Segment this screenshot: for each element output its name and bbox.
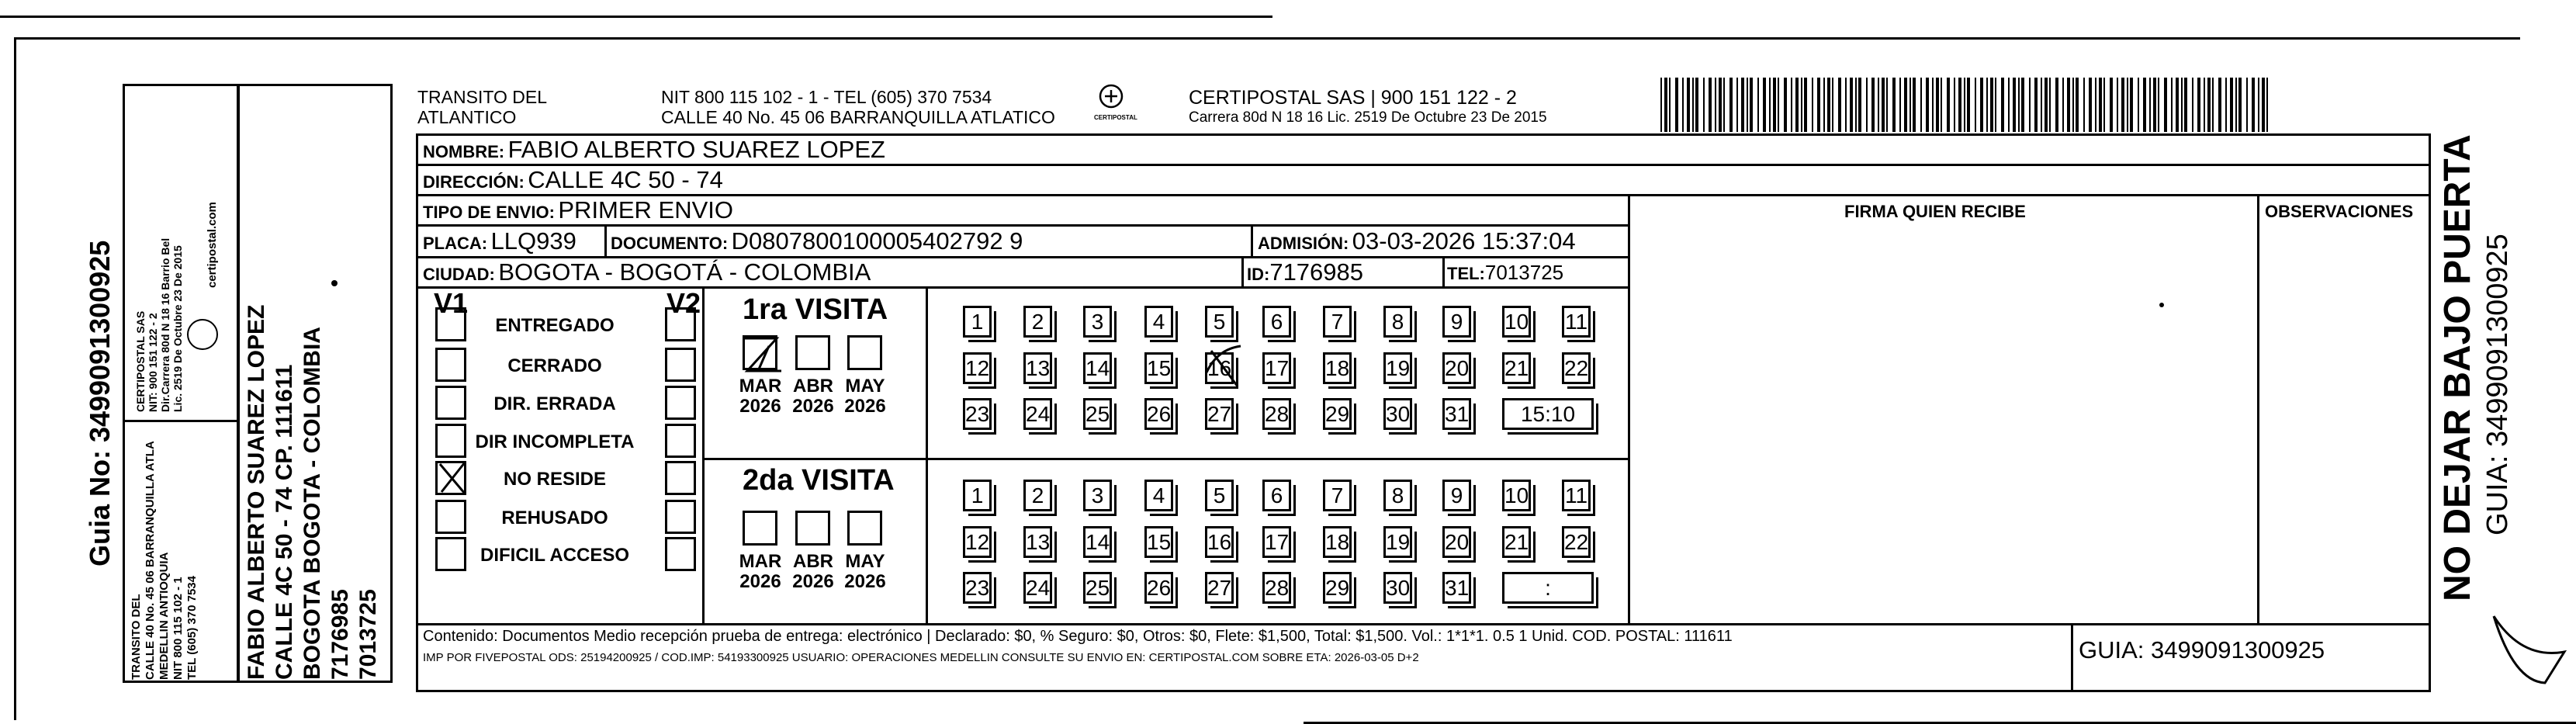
- day-box[interactable]: 10: [1502, 306, 1531, 338]
- barcode-bar: [1763, 78, 1766, 132]
- barcode-bar: [1784, 78, 1787, 132]
- day-box[interactable]: 30: [1383, 398, 1412, 430]
- barcode-bar: [1920, 78, 1922, 132]
- sender-name: TRANSITO DEL: [417, 87, 547, 107]
- page-corner-fold: [2491, 613, 2576, 691]
- barcode-bar: [2164, 78, 2167, 132]
- month-checkmark-icon: [738, 331, 784, 377]
- admision-field: [1258, 227, 1576, 261]
- barcode-bar: [1975, 78, 1976, 132]
- hour-box[interactable]: :: [1502, 572, 1594, 604]
- barcode-bar: [2103, 78, 2105, 132]
- barcode-bar: [2212, 78, 2214, 132]
- barcode-bar: [2099, 78, 2102, 132]
- barcode-bar: [1850, 78, 1853, 132]
- year-label: 2026: [844, 396, 886, 417]
- barcode-bar: [2184, 78, 2187, 132]
- day-box[interactable]: 1: [963, 480, 992, 511]
- day-box[interactable]: 8: [1383, 306, 1412, 338]
- documento-value: D0807800100005402792 9: [731, 227, 1023, 255]
- barcode-bar: [1878, 78, 1879, 132]
- v1-checkmark-icon: [435, 458, 469, 497]
- barcode-bar: [1804, 78, 1807, 132]
- stub-recipient-line: FABIO ALBERTO SUAREZ LOPEZ: [244, 304, 269, 680]
- id-field: [1247, 258, 1363, 292]
- barcode-bar: [2252, 78, 2255, 132]
- stub-guia-number: Guia No: 3499091300925: [84, 240, 116, 566]
- barcode-bar: [2207, 78, 2211, 132]
- day-box[interactable]: 22: [1562, 526, 1591, 558]
- barcode: [1660, 78, 2273, 132]
- month-box[interactable]: [847, 511, 882, 546]
- top-frame-line: [14, 37, 2520, 40]
- day-box[interactable]: 20: [1442, 526, 1471, 558]
- day-box[interactable]: 21: [1502, 352, 1531, 384]
- direccion-field: [423, 166, 723, 199]
- day-box[interactable]: 27: [1205, 572, 1234, 604]
- barcode-bar: [2049, 78, 2051, 132]
- nombre-value: FABIO ALBERTO SUAREZ LOPEZ: [507, 136, 885, 163]
- direccion-label: DIRECCIÓN:: [423, 172, 525, 192]
- stub-guia-column: [78, 85, 124, 691]
- stub-sender-line: NIT 800 115 102 - 1: [171, 577, 185, 680]
- month-box[interactable]: [795, 511, 830, 546]
- barcode-bar: [2266, 78, 2268, 132]
- barcode-bar: [1817, 78, 1820, 132]
- day-checkmark-icon: [1202, 341, 1245, 391]
- stub-website: certipostal.com: [206, 202, 219, 288]
- observaciones-label: OBSERVACIONES: [2265, 202, 2414, 221]
- admision-label: ADMISIÓN:: [1258, 234, 1349, 253]
- day-box[interactable]: 27: [1205, 398, 1234, 430]
- barcode-bar: [1812, 78, 1813, 132]
- barcode-bar: [1791, 78, 1792, 132]
- status-label: DIR INCOMPLETA: [475, 431, 635, 452]
- status-label: ENTREGADO: [495, 315, 615, 336]
- barcode-bar: [1795, 78, 1799, 132]
- day-box[interactable]: 29: [1323, 572, 1352, 604]
- day-box[interactable]: 15: [1144, 352, 1173, 384]
- certipostal-logo-icon: [1094, 84, 1137, 121]
- v2-checkbox[interactable]: [665, 500, 696, 534]
- stub-sender-box: [123, 84, 239, 683]
- barcode-bar: [1967, 78, 1970, 132]
- stub-sender-line: TRANSITO DEL: [130, 594, 143, 680]
- day-box[interactable]: 19: [1383, 352, 1412, 384]
- day-box[interactable]: 28: [1262, 572, 1291, 604]
- day-box[interactable]: 4: [1144, 480, 1173, 511]
- stub-certipostal-logo-icon: [187, 319, 218, 350]
- placa-label: PLACA:: [423, 234, 488, 253]
- barcode-bar: [2181, 78, 2183, 132]
- stub-sender-line: CALLE 40 No. 45 06 BARRANQUILLA ATLA: [144, 441, 157, 680]
- stub-recipient-line: 7013725: [355, 589, 381, 680]
- day-box[interactable]: 6: [1262, 480, 1291, 511]
- day-box[interactable]: 26: [1144, 572, 1173, 604]
- day-box[interactable]: 29: [1323, 398, 1352, 430]
- barcode-bar: [1913, 78, 1916, 132]
- barcode-bar: [1954, 78, 1955, 132]
- ciudad-value: BOGOTA - BOGOTÁ - COLOMBIA: [498, 258, 871, 286]
- barcode-bar: [1660, 78, 1662, 132]
- documento-label: DOCUMENTO:: [611, 234, 729, 253]
- day-box[interactable]: 12: [963, 352, 992, 384]
- footer-guia: GUIA: 3499091300925: [2079, 636, 2325, 663]
- month-box[interactable]: [847, 335, 882, 370]
- footer-imp: IMP POR FIVEPOSTAL ODS: 25194200925 / COD.IMP: 54193300925 USUARIO: OPERACIONES MEDELLIN CONSULTE SU ENVIO EN: CERTIPOSTAL.COM SOBRE ETA: 2026-03-05 D+2: [423, 651, 1419, 664]
- barcode-bar: [1886, 78, 1888, 132]
- barcode-bar: [2238, 78, 2242, 132]
- day-box[interactable]: 25: [1083, 572, 1112, 604]
- barcode-bar: [2230, 78, 2233, 132]
- barcode-bar: [1899, 78, 1901, 132]
- year-label: 2026: [792, 571, 834, 592]
- barcode-bar: [1827, 78, 1830, 132]
- year-label: 2026: [792, 396, 834, 417]
- month-box[interactable]: [795, 335, 830, 370]
- barcode-bar: [2121, 78, 2124, 132]
- day-box[interactable]: 26: [1144, 398, 1173, 430]
- day-box[interactable]: 31: [1442, 572, 1471, 604]
- admision-value: 03-03-2026 15:37:04: [1352, 227, 1576, 255]
- day-box[interactable]: 11: [1562, 480, 1591, 511]
- sender-name-2: ATLANTICO: [417, 107, 517, 127]
- courier-header: [1189, 87, 1547, 126]
- day-box[interactable]: 23: [963, 572, 992, 604]
- barcode-bar: [1855, 78, 1857, 132]
- barcode-bar: [1750, 78, 1753, 132]
- month-box[interactable]: [743, 511, 777, 546]
- main-form: [416, 133, 2431, 692]
- day-box[interactable]: 18: [1323, 526, 1352, 558]
- documento-field: [611, 227, 1023, 261]
- barcode-bar: [1932, 78, 1934, 132]
- day-box[interactable]: 10: [1502, 480, 1531, 511]
- barcode-bar: [1838, 78, 1841, 132]
- barcode-bar: [1995, 78, 1996, 132]
- month-label: MAY: [845, 551, 885, 572]
- day-box[interactable]: 11: [1562, 306, 1591, 338]
- day-box[interactable]: 30: [1383, 572, 1412, 604]
- barcode-bar: [2130, 78, 2133, 132]
- status-label: DIFICIL ACCESO: [480, 545, 629, 566]
- barcode-bar: [1757, 78, 1759, 132]
- stub-courier-line: NIT: 900 151 122 - 2: [147, 313, 159, 412]
- barcode-bar: [2138, 78, 2139, 132]
- v2-checkbox[interactable]: [665, 537, 696, 571]
- stub-courier-line: CERTIPOSTAL SAS: [134, 310, 147, 412]
- stub-courier-line: Lic. 2519 De Octubre 23 De 2015: [171, 245, 184, 412]
- hour-box[interactable]: 15:10: [1502, 398, 1594, 430]
- courier-name-nit: CERTIPOSTAL SAS | 900 151 122 - 2: [1189, 87, 1517, 109]
- barcode-bar: [1675, 78, 1678, 132]
- day-box[interactable]: 20: [1442, 352, 1471, 384]
- barcode-bar: [2246, 78, 2248, 132]
- barcode-bar: [1871, 78, 1875, 132]
- barcode-bar: [2192, 78, 2193, 132]
- tipo-envio-value: PRIMER ENVIO: [558, 196, 734, 223]
- barcode-bar: [1736, 78, 1738, 132]
- firma-label: FIRMA QUIEN RECIBE: [1844, 202, 2026, 221]
- day-box[interactable]: 5: [1205, 306, 1234, 338]
- placa-field: [423, 227, 576, 261]
- barcode-bar: [2149, 78, 2151, 132]
- barcode-bar: [2029, 78, 2031, 132]
- stub-sender-line: TEL (605) 370 7534: [185, 576, 199, 680]
- day-box[interactable]: 22: [1562, 352, 1591, 384]
- barcode-bar: [2089, 78, 2092, 132]
- second-visit-title: 2da VISITA: [743, 464, 895, 497]
- barcode-bar: [1904, 78, 1907, 132]
- barcode-bar: [1729, 78, 1733, 132]
- day-box[interactable]: 8: [1383, 480, 1412, 511]
- barcode-bar: [1682, 78, 1684, 132]
- stub-sender-block: [130, 441, 199, 680]
- barcode-bar: [2218, 78, 2221, 132]
- barcode-bar: [2158, 78, 2159, 132]
- day-box[interactable]: 5: [1205, 480, 1234, 511]
- sender-nit-tel: NIT 800 115 102 - 1 - TEL (605) 370 7534: [661, 87, 992, 107]
- stub-courier-line: Dir.Carrera 80d N 18 16 Barrio Bel: [159, 237, 171, 412]
- barcode-bar: [2095, 78, 2096, 132]
- barcode-bar: [1845, 78, 1847, 132]
- right-side-notice: [2436, 134, 2537, 660]
- status-label: DIR. ERRADA: [493, 393, 616, 414]
- nombre-label: NOMBRE:: [423, 142, 505, 161]
- v2-checkbox[interactable]: [665, 461, 696, 495]
- barcode-bar: [2204, 78, 2205, 132]
- barcode-bar: [1936, 78, 1939, 132]
- barcode-bar: [2197, 78, 2200, 132]
- day-box[interactable]: 16: [1205, 352, 1234, 384]
- month-label: MAY: [845, 376, 885, 397]
- barcode-bar: [1715, 78, 1716, 132]
- barcode-bar: [1947, 78, 1950, 132]
- day-box[interactable]: 14: [1083, 352, 1112, 384]
- barcode-bar: [2235, 78, 2237, 132]
- barcode-bar: [2083, 78, 2085, 132]
- barcode-bar: [1695, 78, 1698, 132]
- visit-status-block: [418, 289, 1630, 623]
- barcode-bar: [2143, 78, 2146, 132]
- barcode-bar: [1769, 78, 1771, 132]
- barcode-bar: [2008, 78, 2010, 132]
- barcode-bar: [1692, 78, 1694, 132]
- v2-checkbox[interactable]: [665, 348, 696, 382]
- day-box[interactable]: 2: [1023, 480, 1052, 511]
- day-box[interactable]: 15: [1144, 526, 1173, 558]
- placa-value: LLQ939: [490, 227, 576, 255]
- barcode-bar: [2127, 78, 2128, 132]
- status-label: CERRADO: [507, 355, 602, 376]
- barcode-bar: [2262, 78, 2265, 132]
- first-visit-title: 1ra VISITA: [743, 293, 888, 326]
- barcode-bar: [2067, 78, 2070, 132]
- barcode-bar: [1866, 78, 1868, 132]
- day-box[interactable]: 19: [1383, 526, 1412, 558]
- day-box[interactable]: 6: [1262, 306, 1291, 338]
- tel-value: 7013725: [1484, 261, 1564, 284]
- day-box[interactable]: 13: [1023, 352, 1052, 384]
- year-label: 2026: [739, 571, 781, 592]
- barcode-bar: [2117, 78, 2118, 132]
- barcode-bar: [1823, 78, 1825, 132]
- day-box[interactable]: 9: [1442, 480, 1471, 511]
- barcode-bar: [2013, 78, 2016, 132]
- left-frame-line: [14, 37, 16, 720]
- barcode-bar: [1719, 78, 1722, 132]
- stub-courier-block: [134, 238, 184, 412]
- v2-label: V2: [667, 287, 701, 319]
- sender-details: [661, 87, 1055, 127]
- barcode-bar: [1958, 78, 1961, 132]
- barcode-bar: [1941, 78, 1942, 132]
- sender-header: [417, 87, 547, 127]
- barcode-bar: [1723, 78, 1725, 132]
- top-edge-line: [0, 16, 1272, 18]
- day-box[interactable]: 16: [1205, 526, 1234, 558]
- barcode-bar: [1664, 78, 1667, 132]
- day-box[interactable]: 4: [1144, 306, 1173, 338]
- barcode-bar: [2072, 78, 2074, 132]
- barcode-bar: [1687, 78, 1690, 132]
- barcode-bar: [1669, 78, 1671, 132]
- day-box[interactable]: 1: [963, 306, 992, 338]
- barcode-bar: [1703, 78, 1705, 132]
- status-label: NO RESIDE: [503, 469, 607, 490]
- ciudad-label: CIUDAD:: [423, 265, 495, 284]
- day-box[interactable]: 24: [1023, 398, 1052, 430]
- v2-checkbox[interactable]: [665, 307, 696, 341]
- stub-sender-line: MEDELLIN ANTIOQUIA: [158, 552, 171, 680]
- day-box[interactable]: 3: [1083, 306, 1112, 338]
- day-box[interactable]: 24: [1023, 572, 1052, 604]
- day-box[interactable]: 7: [1323, 306, 1352, 338]
- day-box[interactable]: 21: [1502, 526, 1531, 558]
- footer-content: Contenido: Documentos Medio recepción prueba de entrega: electrónico | Declarado: $0, % Seguro: $0, Otros: $0, Flete: $1,500, Total: $1,500. Vol.: 1*1*1. 0.5 1 Unid. COD. POSTAL: 111611: [423, 628, 1733, 645]
- barcode-bar: [2018, 78, 2020, 132]
- tipo-envio-label: TIPO DE ENVIO:: [423, 203, 555, 222]
- day-box[interactable]: 25: [1083, 398, 1112, 430]
- barcode-bar: [1986, 78, 1988, 132]
- barcode-bar: [2225, 78, 2227, 132]
- day-box[interactable]: 7: [1323, 480, 1352, 511]
- direccion-value: CALLE 4C 50 - 74: [528, 166, 723, 193]
- barcode-bar: [2258, 78, 2259, 132]
- stub-recipient-block: [243, 305, 383, 680]
- day-box[interactable]: 13: [1023, 526, 1052, 558]
- barcode-bar: [1747, 78, 1748, 132]
- month-label: MAR: [739, 551, 782, 572]
- barcode-bar: [1741, 78, 1744, 132]
- barcode-bar: [1964, 78, 1965, 132]
- barcode-bar: [1709, 78, 1712, 132]
- barcode-bar: [2001, 78, 2004, 132]
- barcode-bar: [2021, 78, 2024, 132]
- right-guia: GUIA: 3499091300925: [2481, 234, 2514, 535]
- barcode-bar: [1832, 78, 1833, 132]
- barcode-bar: [1926, 78, 1929, 132]
- month-label: MAR: [739, 376, 782, 397]
- v2-checkbox[interactable]: [665, 424, 696, 458]
- day-box[interactable]: 28: [1262, 398, 1291, 430]
- year-label: 2026: [844, 571, 886, 592]
- day-box[interactable]: 3: [1083, 480, 1112, 511]
- day-box[interactable]: 2: [1023, 306, 1052, 338]
- v1-label: V1: [434, 287, 469, 319]
- barcode-bar: [2171, 78, 2173, 132]
- day-box[interactable]: 17: [1262, 526, 1291, 558]
- month-label: ABR: [793, 376, 833, 397]
- barcode-bar: [1980, 78, 1983, 132]
- nombre-field: [423, 136, 885, 168]
- day-box[interactable]: 23: [963, 398, 992, 430]
- barcode-bar: [1990, 78, 1993, 132]
- barcode-bar: [2153, 78, 2156, 132]
- barcode-bar: [1882, 78, 1885, 132]
- status-label: REHUSADO: [501, 507, 608, 528]
- barcode-bar: [2110, 78, 2113, 132]
- stub-recipient-line: BOGOTA BOGOTA - COLOMBIA: [299, 327, 325, 680]
- barcode-bar: [2062, 78, 2064, 132]
- day-box[interactable]: 14: [1083, 526, 1112, 558]
- id-label: ID:: [1247, 265, 1270, 284]
- barcode-bar: [2176, 78, 2179, 132]
- certipostal-logo-text: CERTIPOSTAL: [1094, 114, 1137, 121]
- day-box[interactable]: 31: [1442, 398, 1471, 430]
- tel-field: [1447, 258, 1563, 291]
- year-label: 2026: [739, 396, 781, 417]
- barcode-bar: [2076, 78, 2079, 132]
- stub-recipient-line: 7176985: [327, 589, 353, 680]
- tipo-envio-field: [423, 196, 733, 229]
- barcode-bar: [1909, 78, 1911, 132]
- barcode-bar: [2041, 78, 2042, 132]
- courier-license: Carrera 80d N 18 16 Lic. 2519 De Octubre 23 De 2015: [1189, 109, 1547, 126]
- barcode-bar: [2034, 78, 2038, 132]
- barcode-bar: [2045, 78, 2048, 132]
- stub-recipient-line: CALLE 4C 50 - 74 CP. 111611: [272, 364, 297, 680]
- ciudad-field: [423, 258, 871, 292]
- barcode-bar: [1892, 78, 1896, 132]
- no-dejar-notice: NO DEJAR BAJO PUERTA: [2437, 134, 2478, 601]
- id-value: 7176985: [1269, 258, 1364, 286]
- barcode-bar: [1801, 78, 1802, 132]
- sender-address: CALLE 40 No. 45 06 BARRANQUILLA ATLATICO: [661, 107, 1055, 127]
- barcode-bar: [1778, 78, 1779, 132]
- barcode-bar: [2055, 78, 2058, 132]
- day-box[interactable]: 18: [1323, 352, 1352, 384]
- tel-label: TEL:: [1447, 264, 1485, 283]
- barcode-bar: [1773, 78, 1776, 132]
- month-label: ABR: [793, 551, 833, 572]
- day-box[interactable]: 12: [963, 526, 992, 558]
- v2-checkbox[interactable]: [665, 386, 696, 420]
- barcode-bar: [1858, 78, 1861, 132]
- day-box[interactable]: 9: [1442, 306, 1471, 338]
- stub-recipient-box: [237, 84, 393, 683]
- day-box[interactable]: 17: [1262, 352, 1291, 384]
